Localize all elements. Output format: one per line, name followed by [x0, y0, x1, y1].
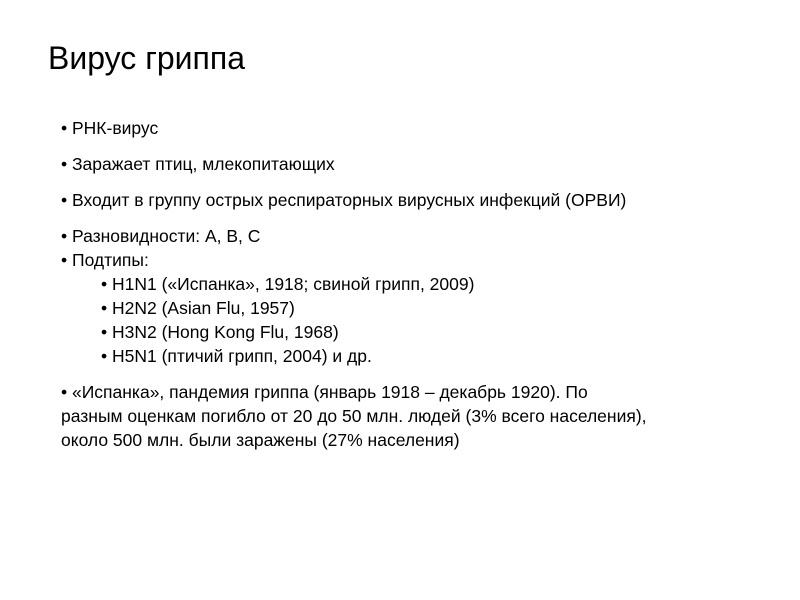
bullet-orvi-group: • Входит в группу острых респираторных вирусных инфекций (ОРВИ) — [61, 190, 627, 210]
slide-title: Вирус гриппа — [48, 40, 245, 76]
bullet-rna-virus: • РНК-вирус — [61, 118, 159, 138]
bullet-subtypes: • Подтипы: — [61, 250, 149, 270]
bullet-varieties: • Разновидности: A, B, C — [61, 226, 261, 246]
pandemic-line: разным оценкам погибло от 20 до 50 млн. людей (3% всего населения), — [61, 406, 647, 426]
bullet-spanish-flu-pandemic — [61, 380, 761, 452]
subtype-h1n1: • H1N1 («Испанка», 1918; свиной грипп, 2009) — [101, 274, 475, 294]
subtype-h2n2: • H2N2 (Asian Flu, 1957) — [101, 298, 295, 318]
slide-content — [61, 116, 761, 452]
pandemic-line: около 500 млн. были заражены (27% населения) — [61, 430, 460, 450]
bullet-infects: • Заражает птиц, млекопитающих — [61, 154, 335, 174]
subtype-h5n1: • H5N1 (птичий грипп, 2004) и др. — [101, 346, 372, 366]
subtype-h3n2: • H3N2 (Hong Kong Flu, 1968) — [101, 322, 339, 342]
pandemic-line: • «Испанка», пандемия гриппа (январь 1918 – декабрь 1920). По — [61, 382, 588, 402]
subtypes-list — [61, 272, 761, 368]
